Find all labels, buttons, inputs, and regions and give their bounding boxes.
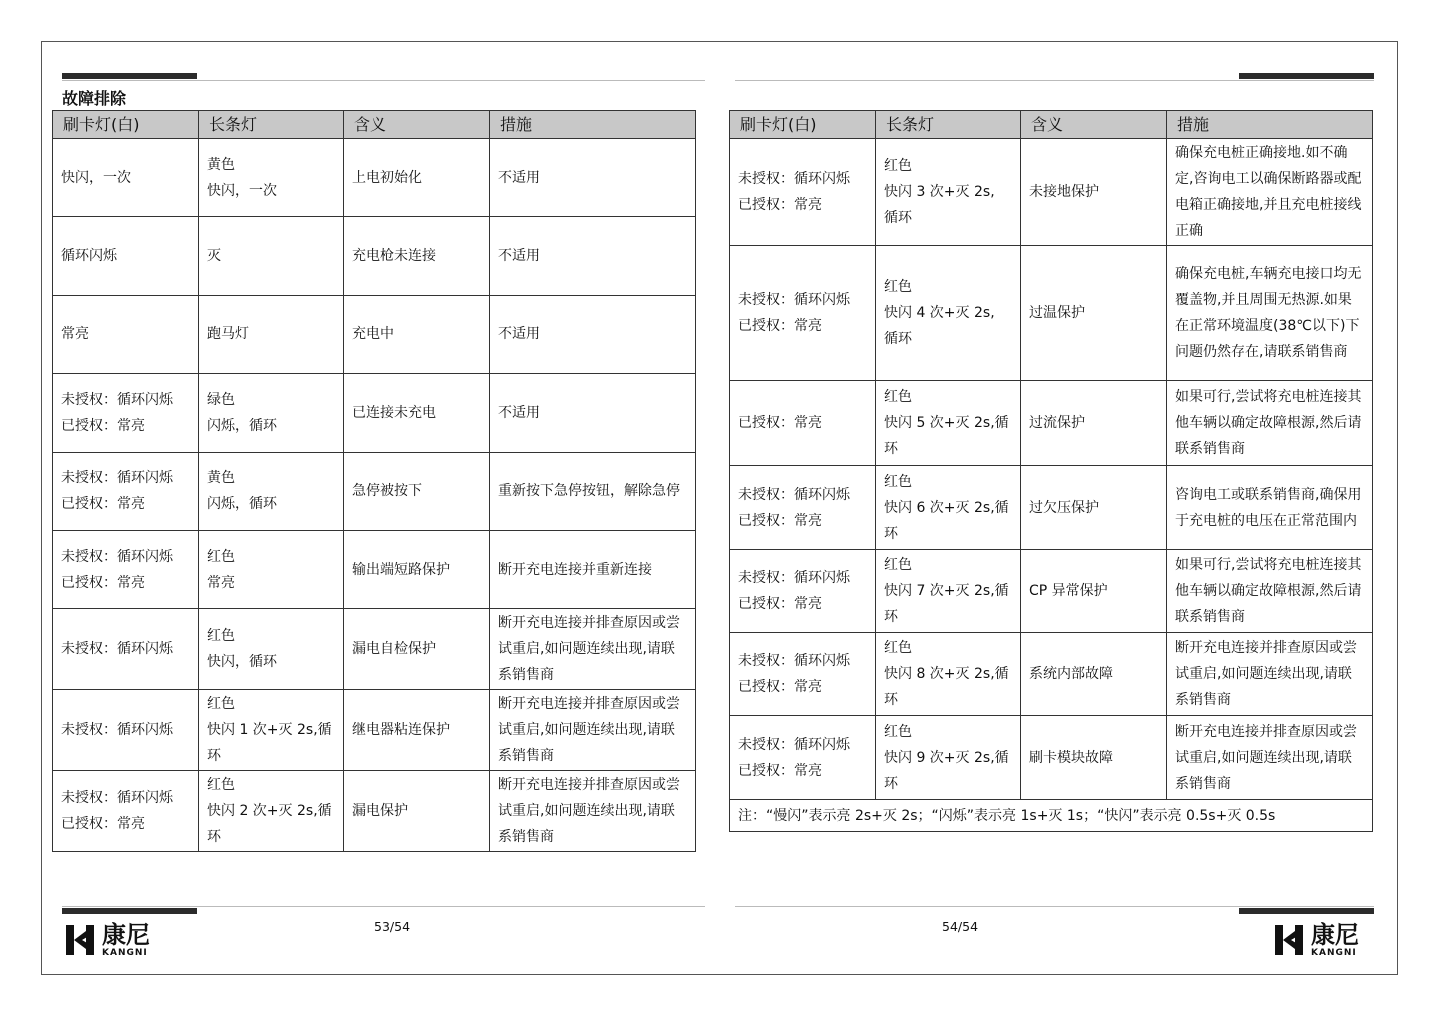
kangni-mark-icon: [64, 923, 98, 957]
strip-light-cell: [876, 633, 1021, 716]
card-light-cell-line: 未授权：循环闪烁: [738, 653, 850, 669]
table-row: [53, 530, 696, 608]
card-light-cell-line: 未授权：循环闪烁: [738, 570, 850, 586]
action-cell: 断开充电连接并排查原因或尝试重启,如问题连续出现,请联系销售商: [490, 690, 696, 771]
flash-note: 注：“慢闪”表示亮 2s+灭 2s；“闪烁”表示亮 1s+灭 1s；“快闪”表示亮 0.5s+灭 0.5s: [730, 800, 1373, 832]
fault-table-left: [52, 110, 696, 852]
brand-name-en: KANGNI: [1311, 947, 1357, 958]
strip-light-cell-line: 快闪，循环: [207, 654, 277, 671]
strip-light-cell-line: 快闪 8 次+灭 2s,循环: [884, 666, 1009, 708]
strip-light-cell: [876, 139, 1021, 246]
strip-light-cell-line: 快闪 9 次+灭 2s,循环: [884, 749, 1009, 792]
action-cell: 如果可行,尝试将充电桩连接其他车辆以确定故障根源,然后请联系销售商: [1167, 381, 1373, 466]
footer-bar-right: [1239, 908, 1374, 914]
card-light-cell: [53, 295, 199, 373]
card-light-cell-line: 已授权：常亮: [738, 512, 822, 529]
fault-table-right: [729, 110, 1373, 832]
strip-light-cell-line: 红色: [884, 640, 912, 656]
table-row: [53, 295, 696, 373]
strip-light-cell-line: 快闪 2 次+灭 2s,循环: [207, 803, 332, 846]
strip-light-cell: [876, 716, 1021, 800]
table-row: [730, 381, 1373, 466]
card-light-cell-line: 常亮: [61, 326, 89, 343]
strip-light-cell-line: 循环: [884, 331, 912, 347]
header-bar-right: [1239, 73, 1374, 79]
action-cell: 断开充电连接并排查原因或尝试重启,如问题连续出现,请联系销售商: [490, 609, 696, 690]
strip-light-cell: [199, 217, 344, 295]
strip-light-cell-line: 快闪 4 次+灭 2s,: [884, 305, 995, 321]
meaning-cell: CP 异常保护: [1021, 550, 1167, 633]
meaning-cell: 充电枪未连接: [344, 217, 490, 295]
meaning-cell: 继电器粘连保护: [344, 690, 490, 771]
meaning-cell: 系统内部故障: [1021, 633, 1167, 716]
action-cell: 重新按下急停按钮，解除急停: [490, 452, 696, 530]
strip-light-cell-line: 闪烁，循环: [207, 417, 277, 434]
action-cell: 如果可行,尝试将充电桩连接其他车辆以确定故障根源,然后请联系销售商: [1167, 550, 1373, 633]
strip-light-cell-line: 红色: [884, 557, 912, 573]
card-light-cell: [730, 246, 876, 381]
action-cell: 断开充电连接并排查原因或尝试重启,如问题连续出现,请联系销售商: [1167, 716, 1373, 800]
strip-light-cell: [876, 466, 1021, 550]
strip-light-cell: [199, 452, 344, 530]
header-action: 措施: [1167, 111, 1373, 139]
meaning-cell: 过欠压保护: [1021, 466, 1167, 550]
card-light-cell-line: 未授权：循环闪烁: [738, 736, 850, 753]
table-row: [730, 246, 1373, 381]
header-card-light: 刷卡灯(白): [53, 111, 199, 139]
page-number-right: 54/54: [942, 919, 979, 934]
table-row: [53, 771, 696, 852]
header-line-right: [735, 80, 1374, 81]
card-light-cell-line: 已授权：常亮: [738, 679, 822, 695]
table-row: [730, 139, 1373, 246]
brand-name-cn: 康尼: [1311, 920, 1359, 949]
card-light-cell: [730, 633, 876, 716]
strip-light-cell: [876, 381, 1021, 466]
header-card-light: 刷卡灯(白): [730, 111, 876, 139]
meaning-cell: 充电中: [344, 295, 490, 373]
header-strip-light: 长条灯: [876, 111, 1021, 139]
card-light-cell: [730, 466, 876, 550]
strip-light-cell: [876, 246, 1021, 381]
strip-light-cell: [876, 550, 1021, 633]
strip-light-cell-line: 黄色: [207, 470, 235, 487]
card-light-cell: [730, 716, 876, 800]
strip-light-cell-line: 循环: [884, 210, 912, 226]
card-light-cell: [53, 771, 199, 852]
table-row: [730, 716, 1373, 800]
header-strip-light: 长条灯: [199, 111, 344, 139]
action-cell: 确保充电桩,车辆充电接口均无覆盖物,并且周围无热源.如果在正常环境温度(38℃以下)下问题仍然存在,请联系销售商: [1167, 246, 1373, 381]
card-light-cell-line: 已授权：常亮: [738, 762, 822, 779]
strip-light-cell: [199, 690, 344, 771]
card-light-cell: [730, 139, 876, 246]
strip-light-cell: [199, 609, 344, 690]
strip-light-cell-line: 红色: [884, 158, 912, 174]
action-cell: 断开充电连接并排查原因或尝试重启,如问题连续出现,请联系销售商: [490, 771, 696, 852]
kangni-logo-right: [1273, 920, 1359, 960]
table-row: [730, 633, 1373, 716]
card-light-cell: [53, 690, 199, 771]
meaning-cell: 漏电自检保护: [344, 609, 490, 690]
header-meaning: 含义: [344, 111, 490, 139]
strip-light-cell-line: 闪烁，循环: [207, 496, 277, 513]
strip-light-cell: [199, 139, 344, 217]
meaning-cell: 急停被按下: [344, 452, 490, 530]
strip-light-cell-line: 红色: [207, 548, 235, 565]
action-cell: 不适用: [490, 139, 696, 217]
section-title: 故障排除: [62, 89, 127, 108]
meaning-cell: 未接地保护: [1021, 139, 1167, 246]
footer-line-left: [62, 906, 705, 907]
meaning-cell: 已连接未充电: [344, 374, 490, 452]
action-cell: 不适用: [490, 374, 696, 452]
meaning-cell: 过温保护: [1021, 246, 1167, 381]
meaning-cell: 上电初始化: [344, 139, 490, 217]
card-light-cell-line: 未授权：循环闪烁: [61, 391, 173, 408]
meaning-cell: 输出端短路保护: [344, 530, 490, 608]
strip-light-cell-line: 红色: [207, 628, 235, 645]
strip-light-cell-line: 灭: [207, 248, 221, 265]
header-line-left: [62, 80, 705, 81]
strip-light-cell-line: 快闪 3 次+灭 2s,: [884, 184, 995, 200]
card-light-cell-line: 已授权：常亮: [738, 318, 822, 334]
card-light-cell-line: 未授权：循环闪烁: [61, 790, 173, 807]
strip-light-cell-line: 红色: [207, 696, 235, 713]
strip-light-cell-line: 跑马灯: [207, 326, 249, 343]
strip-light-cell-line: 红色: [884, 389, 912, 405]
meaning-cell: 过流保护: [1021, 381, 1167, 466]
table-row: [730, 550, 1373, 633]
table-row: [53, 452, 696, 530]
card-light-cell-line: 已授权：常亮: [61, 496, 145, 513]
card-light-cell-line: 已授权：常亮: [738, 415, 822, 431]
card-light-cell-line: 快闪，一次: [61, 169, 131, 186]
strip-light-cell-line: 快闪 6 次+灭 2s,循环: [884, 499, 1009, 542]
kangni-logo-left: [64, 920, 150, 960]
header-action: 措施: [490, 111, 696, 139]
table-row: [53, 139, 696, 217]
table-row: [53, 374, 696, 452]
meaning-cell: 刷卡模块故障: [1021, 716, 1167, 800]
strip-light-cell: [199, 771, 344, 852]
strip-light-cell-line: 常亮: [207, 574, 235, 591]
card-light-cell-line: 循环闪烁: [61, 248, 117, 265]
card-light-cell-line: 未授权：循环闪烁: [738, 292, 850, 308]
header-meaning: 含义: [1021, 111, 1167, 139]
strip-light-cell-line: 红色: [207, 777, 235, 794]
action-cell: 不适用: [490, 295, 696, 373]
table-row: [730, 466, 1373, 550]
action-cell: 断开充电连接并排查原因或尝试重启,如问题连续出现,请联系销售商: [1167, 633, 1373, 716]
card-light-cell: [53, 452, 199, 530]
strip-light-cell-line: 快闪 5 次+灭 2s,循环: [884, 415, 1009, 457]
card-light-cell-line: 已授权：常亮: [61, 574, 145, 591]
strip-light-cell-line: 红色: [884, 279, 912, 295]
action-cell: 咨询电工或联系销售商,确保用于充电桩的电压在正常范围内: [1167, 466, 1373, 550]
footer-bar-left: [62, 908, 197, 914]
card-light-cell-line: 未授权：循环闪烁: [61, 722, 173, 739]
header-bar-left: [62, 73, 197, 79]
card-light-cell-line: 已授权：常亮: [61, 816, 145, 833]
action-cell: 断开充电连接并重新连接: [490, 530, 696, 608]
footer-line-right: [735, 906, 1374, 907]
card-light-cell: [53, 374, 199, 452]
table-row: [53, 217, 696, 295]
card-light-cell: [53, 609, 199, 690]
card-light-cell-line: 已授权：常亮: [738, 596, 822, 612]
strip-light-cell-line: 快闪，一次: [207, 182, 277, 199]
strip-light-cell: [199, 295, 344, 373]
strip-light-cell-line: 黄色: [207, 156, 235, 173]
action-cell: 确保充电桩正确接地.如不确定,咨询电工以确保断路器或配电箱正确接地,并且充电桩接线正确: [1167, 139, 1373, 246]
strip-light-cell-line: 红色: [884, 473, 912, 490]
page-number-left: 53/54: [374, 919, 411, 934]
table-row: [53, 690, 696, 771]
card-light-cell-line: 未授权：循环闪烁: [61, 641, 173, 658]
card-light-cell-line: 未授权：循环闪烁: [738, 486, 850, 503]
card-light-cell: [53, 530, 199, 608]
card-light-cell-line: 未授权：循环闪烁: [61, 470, 173, 487]
strip-light-cell-line: 绿色: [207, 391, 235, 408]
card-light-cell-line: 未授权：循环闪烁: [61, 548, 173, 565]
strip-light-cell: [199, 374, 344, 452]
card-light-cell: [730, 381, 876, 466]
strip-light-cell-line: 快闪 1 次+灭 2s,循环: [207, 722, 332, 765]
card-light-cell: [53, 217, 199, 295]
card-light-cell-line: 未授权：循环闪烁: [738, 171, 850, 187]
card-light-cell: [53, 139, 199, 217]
meaning-cell: 漏电保护: [344, 771, 490, 852]
action-cell: 不适用: [490, 217, 696, 295]
card-light-cell-line: 已授权：常亮: [738, 197, 822, 213]
brand-name-cn: 康尼: [102, 920, 150, 949]
strip-light-cell: [199, 530, 344, 608]
kangni-mark-icon: [1273, 923, 1307, 957]
card-light-cell: [730, 550, 876, 633]
strip-light-cell-line: 红色: [884, 723, 912, 740]
brand-name-en: KANGNI: [102, 947, 148, 958]
strip-light-cell-line: 快闪 7 次+灭 2s,循环: [884, 583, 1009, 625]
table-row: [53, 609, 696, 690]
card-light-cell-line: 已授权：常亮: [61, 417, 145, 434]
